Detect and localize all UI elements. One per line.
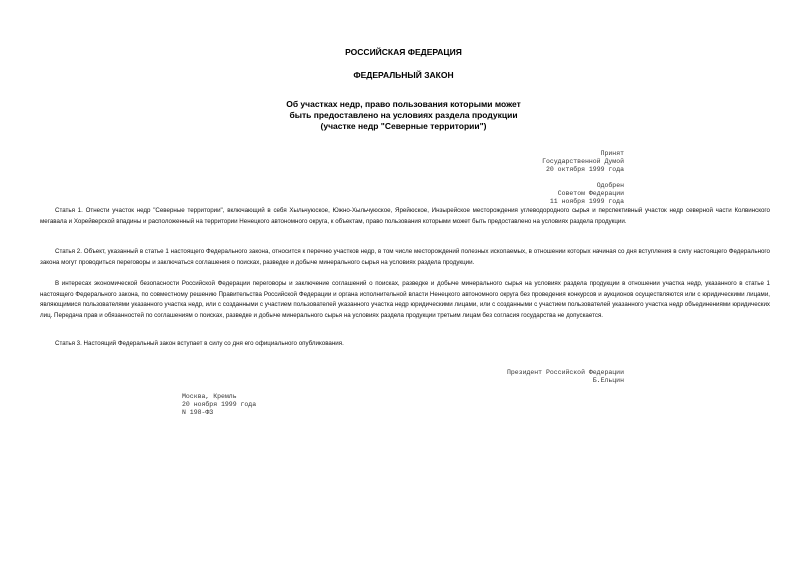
approved-line-1: Одобрен <box>596 182 624 189</box>
accepted-line-1: Принят <box>600 150 624 157</box>
signature-line-1: Президент Российской Федерации <box>506 369 624 376</box>
law-title-line-1: Об участках недр, право пользования которыми может <box>286 99 521 109</box>
article-2-paragraph <box>40 247 770 268</box>
document-type-heading: ФЕДЕРАЛЬНЫЙ ЗАКОН <box>353 70 454 80</box>
approved-by-federation-council <box>550 182 624 206</box>
article-3-paragraph <box>40 339 770 350</box>
approved-line-2: Советом Федерации <box>557 190 624 197</box>
article-2-second-paragraph <box>40 279 770 321</box>
article-1-paragraph <box>40 206 770 227</box>
accepted-line-2: Государственной Думой <box>542 158 624 165</box>
country-heading: РОССИЙСКАЯ ФЕДЕРАЦИЯ <box>345 47 462 57</box>
signature-line-2: Б.Ельцин <box>592 377 624 384</box>
accepted-line-3: 20 октября 1999 года <box>545 166 624 173</box>
place-line-3: N 198-ФЗ <box>182 409 214 416</box>
law-title-line-2: быть предоставлено на условиях раздела продукции <box>289 110 518 120</box>
place-and-date <box>182 393 256 417</box>
article-2-second-text: В интересах экономической безопасности Российской Федерации переговоры и заключение соглашений о поисках, разведке и добыче минерального сырья на условиях раздела продукции в отношении участка недр, указанного в статье 1 настоящего Федерального закона, по совместному решению Правительства Российской Федерации и органа исполнительной власти Ненецкого автономного округа без проведения конкурсов и аукционов осуществляются или с юридическими лицами, являющимися пользователями указанного участка недр, или с созданными с участием пользователей указанного участка недр юридическими лицами, или с созданными с участием пользователей указанного участка недр объединениями юридических лиц. Передача прав и обязанностей по соглашениям о поисках, разведке и добыче минерального сырья на условиях раздела продукции третьим лицам без согласия государства не допускается. <box>40 280 770 319</box>
article-2-text: Статья 2. Объект, указанный в статье 1 настоящего Федерального закона, относится к перечню участков недр, в том числе месторождений полезных ископаемых, в отношении которых начиная со дня вступления в силу настоящего Федерального закона могут проводиться переговоры и заключаться соглашения о поисках, разведке и добыче минерального сырья на условиях раздела продукции. <box>40 248 770 266</box>
article-1-text: Статья 1. Отнести участок недр "Северные территории", включающий в себя Хыльчуюское, Южно-Хыльчуюское, Ярейюское, Инзырейское месторождения углеводородного сырья и перспективный участок недр северной части Колвинского мегавала и Хорейверской впадины и расположенный на территории Ненецкого автономного округа, к объектам, право пользования которыми может быть предоставлено на условиях раздела продукции. <box>40 207 770 225</box>
approved-line-3: 11 ноября 1999 года <box>549 198 624 205</box>
place-line-1: Москва, Кремль <box>182 393 237 400</box>
place-line-2: 20 ноября 1999 года <box>182 401 257 408</box>
accepted-by-duma <box>542 150 624 174</box>
article-3-text: Статья 3. Настоящий Федеральный закон вступает в силу со дня его официального опубликования. <box>55 340 344 347</box>
law-title <box>0 99 807 132</box>
president-signature <box>507 369 624 385</box>
law-title-line-3: (участке недр "Северные территории") <box>320 121 487 131</box>
